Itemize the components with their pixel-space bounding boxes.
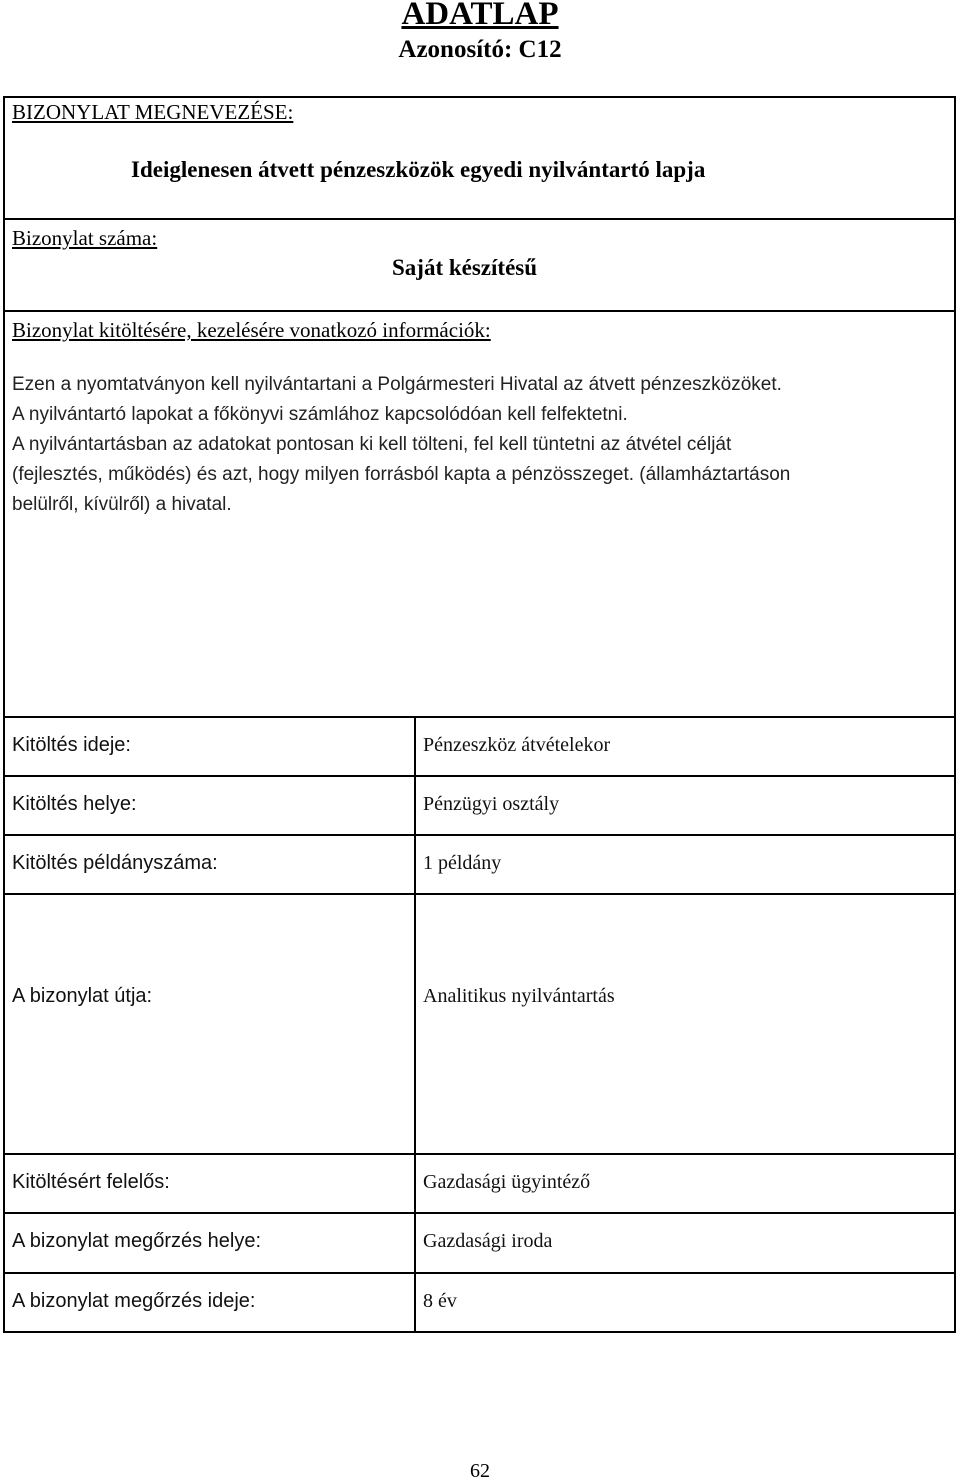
route-label: A bizonylat útja: [12,985,153,1007]
fill-info-text [12,370,942,520]
divider [3,775,956,777]
fill-place-value: Pénzügyi osztály [423,793,560,815]
document-number-label: Bizonylat száma: [12,226,158,250]
storage-place-value: Gazdasági iroda [423,1230,553,1252]
responsible-value: Gazdasági ügyintéző [423,1171,591,1193]
document-name-label: BIZONYLAT MEGNEVEZÉSE: [12,100,294,124]
divider [3,1272,956,1274]
page-title: ADATLAP [401,0,559,32]
storage-time-value: 8 év [423,1290,457,1312]
copies-value: 1 példány [423,852,502,874]
form-identifier: Azonosító: C12 [398,36,562,63]
divider [3,893,956,895]
form-frame [3,96,956,1333]
divider [3,834,956,836]
fill-time-value: Pénzeszköz átvételekor [423,734,611,756]
responsible-label: Kitöltésért felelős: [12,1171,170,1193]
divider [3,716,956,718]
divider [3,1212,956,1214]
fill-info-label: Bizonylat kitöltésére, kezelésére vonatkozó információk: [12,318,491,342]
copies-label: Kitöltés példányszáma: [12,852,218,874]
column-divider [414,716,416,1333]
fill-info-line: A nyilvántartó lapokat a főkönyvi számlához kapcsolódóan kell felfektetni. [12,404,628,425]
storage-place-label: A bizonylat megőrzés helye: [12,1230,262,1252]
route-value: Analitikus nyilvántartás [423,985,615,1007]
fill-time-label: Kitöltés ideje: [12,734,131,756]
document-name-value: Ideiglenesen átvett pénzeszközök egyedi nyilvántartó lapja [131,157,706,182]
fill-info-line: Ezen a nyomtatványon kell nyilvántartani a Polgármesteri Hivatal az átvett pénzeszközöket. [12,374,782,395]
page-number: 62 [470,1460,490,1482]
storage-time-label: A bizonylat megőrzés ideje: [12,1290,256,1312]
document-number-value: Saját készítésű [392,255,538,280]
fill-info-line: (fejlesztés, működés) és azt, hogy milyen forrásból kapta a pénzösszeget. (államháztartáson [12,464,791,485]
divider [3,310,956,312]
divider [3,1153,956,1155]
divider [3,218,956,220]
fill-place-label: Kitöltés helye: [12,793,137,815]
fill-info-line: belülről, kívülről) a hivatal. [12,494,232,515]
fill-info-line: A nyilvántartásban az adatokat pontosan ki kell tölteni, fel kell tüntetni az átvétel célját [12,434,732,455]
